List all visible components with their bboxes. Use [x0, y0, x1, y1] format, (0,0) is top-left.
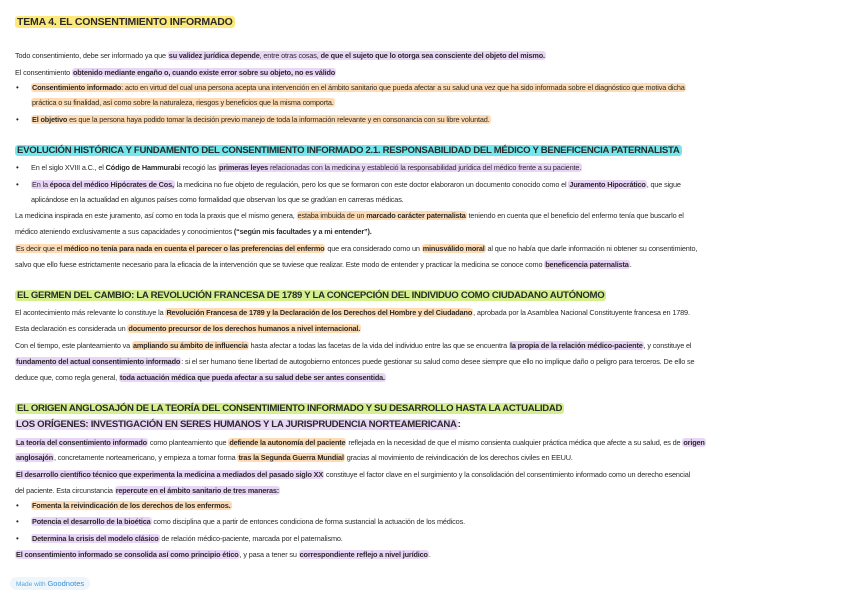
section-heading: EVOLUCIÓN HISTÓRICA Y FUNDAMENTO DEL CONSENTIMIENTO INFORMADO 2.1. RESPONSABILIDAD DEL MÉDICO Y BENEFICENCIA PATERNALISTA: [17, 145, 680, 156]
paragraph: Todo consentimiento, debe ser informado ya que su validez jurídica depende, entre otras cosas, de que el sujeto que lo otorga sea consciente del objeto del mismo.: [15, 51, 545, 60]
bullet-icon: •: [16, 83, 19, 92]
list-item: En la época del médico Hipócrates de Cos, la medicina no fue objeto de regulación, pero los que se formaron con este doctor elaboraron un documento conocido como el Juramento Hipocrático, que sigue: [32, 180, 681, 189]
list-item: En el siglo XVIII a.C., el Código de Hammurabi recogió las primeras leyes relacionadas con la medicina y estableció la responsabilidad jurídica del médico frente a su paciente.: [31, 163, 582, 172]
bullet-icon: •: [16, 534, 19, 543]
paragraph: fundamento del actual consentimiento informado: si el ser humano tiene libertad de autogobierno entonces puede gestionar su salud como desee siempre que ello no implique daño o peligro para terceros. De ello se: [16, 357, 695, 366]
bullet-icon: •: [16, 501, 19, 510]
bullet-icon: •: [16, 163, 19, 172]
list-item: El objetivo es que la persona haya podido tomar la decisión previo manejo de toda la información relevante y en consonancia con su libre voluntad.: [32, 115, 490, 124]
paragraph: Esta declaración es considerada un documento precursor de los derechos humanos a nivel internacional.: [15, 324, 361, 333]
list-item-continuation: práctica o su finalidad, así como sobre la naturaleza, riesgos y beneficios que la misma comporta.: [32, 98, 334, 107]
section-heading: EL GERMEN DEL CAMBIO: LA REVOLUCIÓN FRANCESA DE 1789 Y LA CONCEPCIÓN DEL INDIVIDUO COMO CIUDADANO AUTÓNOMO: [17, 290, 605, 301]
paragraph: salvo que ello fuese estrictamente necesario para la eficacia de la intervención que se tuviese que realizar. Este modo de entender y practicar la medicina se conoce como beneficencia paternalista.: [15, 260, 632, 269]
paragraph: El consentimiento informado se consolida así como principio ético, y pasa a tener su correspondiente reflejo a nivel jurídico.: [16, 550, 431, 559]
paragraph: La medicina inspirada en este juramento, así como en toda la praxis que el mismo genera, estaba imbuida de un marcado carácter paternalista teniendo en cuenta que el beneficio del enfermo tenía que buscarlo el: [15, 211, 684, 220]
bullet-icon: •: [16, 517, 19, 526]
paragraph: La teoría del consentimiento informado como planteamiento que defiende la autonomía del paciente reflejada en la necesidad de que el mismo consienta cualquier práctica médica que afecte a su salud, es de origen: [16, 438, 705, 447]
paragraph: El desarrollo científico técnico que experimenta la medicina a mediados del pasado siglo XX constituye el factor clave en el surgimiento y la consolidación del consentimiento informado como un derecho esencial: [16, 470, 691, 479]
list-item: Determina la crisis del modelo clásico de relación médico-paciente, marcada por el paternalismo.: [32, 534, 343, 543]
paragraph: anglosajón, concretamente norteamericano, y empieza a tomar forma tras la Segunda Guerra Mundial gracias al movimiento de reivindicación de los derechos civiles en EEUU.: [16, 453, 573, 462]
bullet-icon: •: [16, 180, 19, 189]
list-item-continuation: aplicándose en la actualidad en algunos países como formalidad que observan los que se gradúan en carreras médicas.: [31, 195, 404, 204]
list-item: Fomenta la reivindicación de los derechos de los enfermos.: [32, 501, 231, 510]
paragraph: deduce que, como regla general, toda actuación médica que pueda afectar a su salud debe ser antes consentida.: [15, 373, 385, 382]
list-item: Potencia el desarrollo de la bioética como disciplina que a partir de entonces condiciona de forma sustancial la actuación de los médicos.: [32, 517, 465, 526]
paragraph: médico ateniendo exclusivamente a sus capacidades y conocimientos (“según mis facultades y a mi entender”).: [15, 227, 372, 236]
list-item: Consentimiento informado: acto en virtud del cual una persona acepta una intervención en el ámbito sanitario que pueda afectar a su salud una vez que ha sido informada sobre el diagnóstico que motiva dicha: [32, 83, 685, 92]
goodnotes-badge[interactable]: Made with Goodnotes: [10, 577, 90, 590]
paragraph: El consentimiento obtenido mediante engaño o, cuando existe error sobre su objeto, no es válido: [15, 68, 336, 77]
bullet-icon: •: [16, 115, 19, 124]
page-title: TEMA 4. EL CONSENTIMIENTO INFORMADO: [17, 16, 233, 28]
paragraph: Es decir que el médico no tenía para nada en cuenta el parecer o las preferencias del enfermo que era considerado como un minusválido moral al que no había que darle información ni obtener su consentimiento,: [16, 244, 698, 253]
paragraph: El acontecimiento más relevante lo constituye la Revolución Francesa de 1789 y la Declaración de los Derechos del Hombre y del Ciudadano, aprobada por la Asamblea Nacional Constituyente francesa en 1789.: [15, 308, 690, 317]
section-heading: EL ORIGEN ANGLOSAJÓN DE LA TEORÍA DEL CONSENTIMIENTO INFORMADO Y SU DESARROLLO HASTA LA ACTUALIDAD: [17, 403, 563, 414]
paragraph: Con el tiempo, este planteamiento va ampliando su ámbito de influencia hasta afectar a todas las facetas de la vida del individuo entre las que se encuentra la propia de la relación médico-paciente, y constituye el: [15, 341, 692, 350]
paragraph: del paciente. Esta circunstancia repercute en el ámbito sanitario de tres maneras:: [15, 486, 280, 495]
section-subheading: LOS ORÍGENES: INVESTIGACIÓN EN SERES HUMANOS Y LA JURISPRUDENCIA NORTEAMERICANA:: [16, 419, 461, 430]
